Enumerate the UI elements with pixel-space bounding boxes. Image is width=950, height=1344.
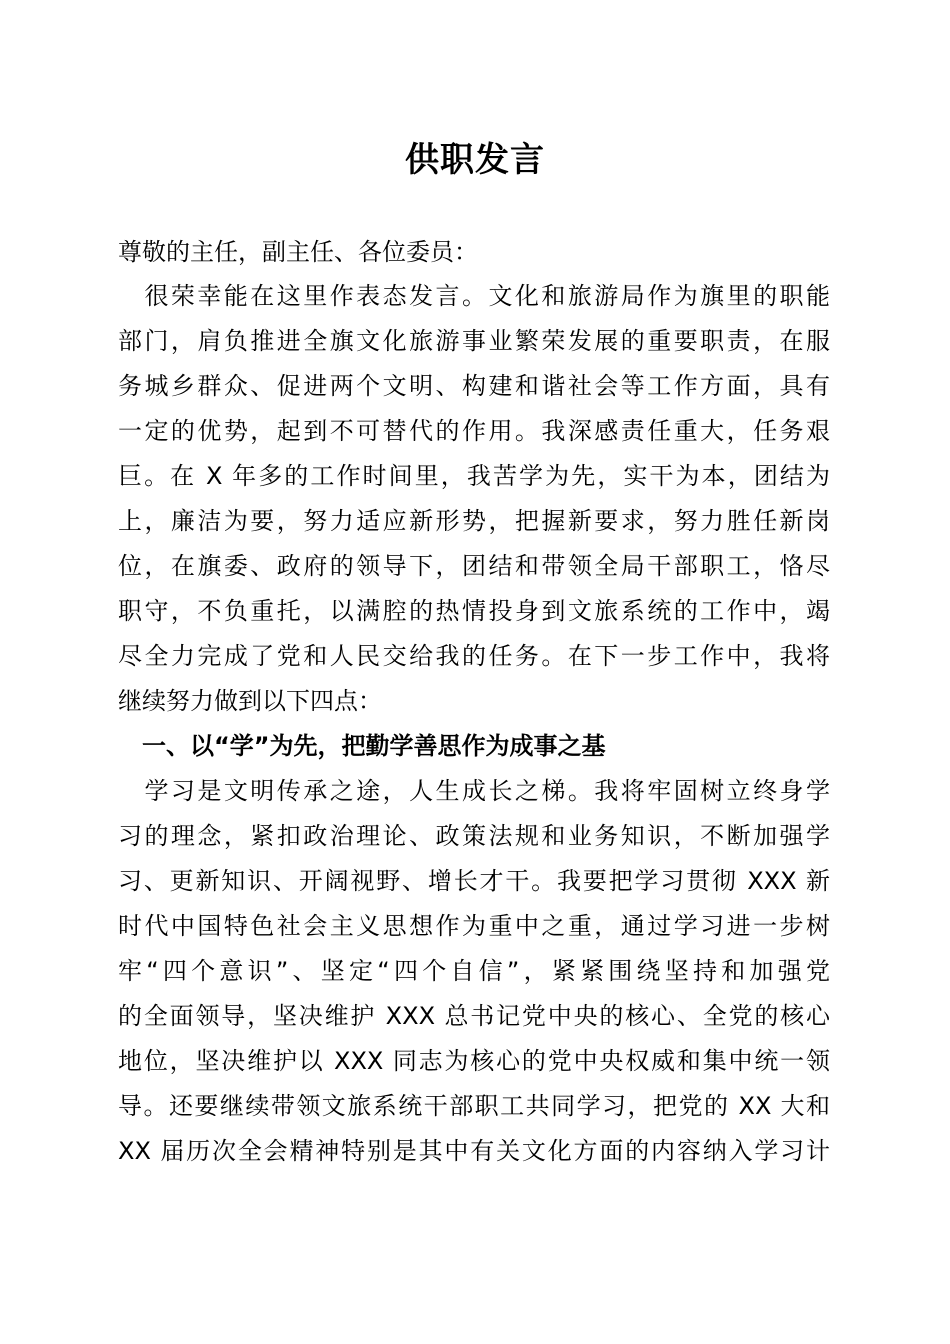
document-title: 供职发言 <box>405 140 545 180</box>
paragraph-line: 一定的优势，起到不可替代的作用。我深感责任重大，任务艰 <box>118 417 830 445</box>
paragraph-line: 尽全力完成了党和人民交给我的任务。在下一步工作中，我将 <box>118 642 830 670</box>
paragraph-line: 学习是文明传承之途，人生成长之梯。我将牢固树立终身学 <box>118 777 830 805</box>
salutation: 尊敬的主任，副主任、各位委员： <box>118 238 478 266</box>
paragraph-line: 部门，肩负推进全旗文化旅游事业繁荣发展的重要职责，在服 <box>118 327 830 355</box>
paragraph-line: 时代中国特色社会主义思想作为重中之重，通过学习进一步树 <box>118 912 830 940</box>
paragraph-line: XX 届历次全会精神特别是其中有关文化方面的内容纳入学习计 <box>118 1137 830 1165</box>
paragraph-line: 习的理念，紧扣政治理论、政策法规和业务知识，不断加强学 <box>118 822 830 850</box>
paragraph-line: 位，在旗委、政府的领导下，团结和带领全局干部职工，恪尽 <box>118 552 830 580</box>
paragraph-line: 务城乡群众、促进两个文明、构建和谐社会等工作方面，具有 <box>118 372 830 400</box>
paragraph-line: 巨。在 X 年多的工作时间里，我苦学为先，实干为本，团结为 <box>118 462 830 490</box>
section-heading: 一、以“学”为先，把勤学善思作为成事之基 <box>118 732 606 760</box>
paragraph-line: 继续努力做到以下四点： <box>118 687 382 715</box>
paragraph-line: 上，廉洁为要，努力适应新形势，把握新要求，努力胜任新岗 <box>118 507 830 535</box>
paragraph-line: 职守，不负重托，以满腔的热情投身到文旅系统的工作中，竭 <box>118 597 830 625</box>
paragraph-line: 的全面领导，坚决维护 XXX 总书记党中央的核心、全党的核心 <box>118 1002 830 1030</box>
paragraph-line: 很荣幸能在这里作表态发言。文化和旅游局作为旗里的职能 <box>118 282 830 310</box>
paragraph-line: 牢“四个意识”、坚定“四个自信”，紧紧围绕坚持和加强党 <box>118 957 830 985</box>
paragraph-line: 导。还要继续带领文旅系统干部职工共同学习，把党的 XX 大和 <box>118 1092 830 1120</box>
paragraph-line: 习、更新知识、开阔视野、增长才干。我要把学习贯彻 XXX 新 <box>118 867 830 895</box>
paragraph-line: 地位，坚决维护以 XXX 同志为核心的党中央权威和集中统一领 <box>118 1047 830 1075</box>
